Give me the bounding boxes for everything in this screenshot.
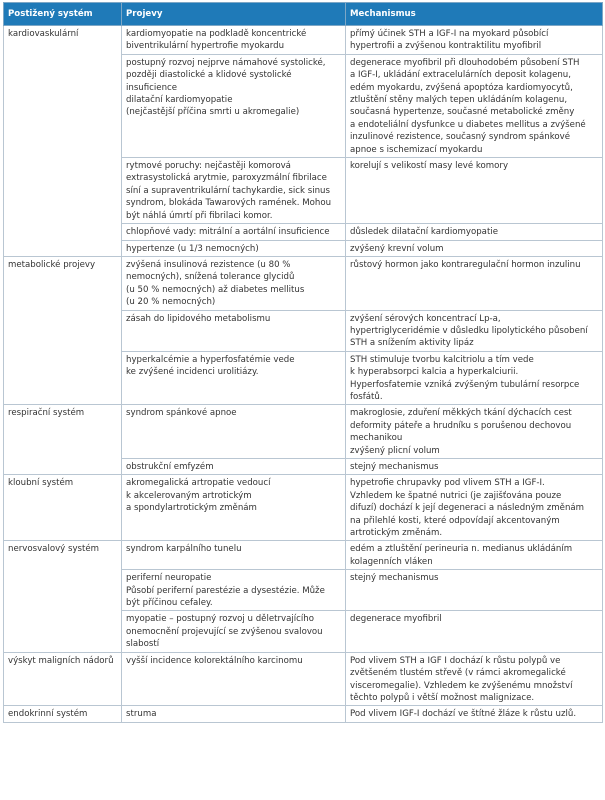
table-container [3, 2, 602, 723]
table-body [4, 26, 603, 723]
table-row [4, 256, 603, 310]
system-cell: kloubní systém [4, 475, 122, 541]
projevy-cell: kardiomyopatie na podkladě koncentrické biventrikulární hypertrofie myokardu [122, 26, 346, 55]
table-row [4, 706, 603, 722]
system-cell: kardiovaskulární [4, 26, 122, 257]
mechanismus-cell: důsledek dilatační kardiomyopatie [346, 224, 603, 240]
projevy-cell: hyperkalcémie a hyperfosfatémie vede ke zvýšené incidenci urolitiázy. [122, 351, 346, 405]
table-header [4, 3, 603, 26]
projevy-cell: syndrom spánkové apnoe [122, 405, 346, 459]
projevy-cell: hypertenze (u 1/3 nemocných) [122, 240, 346, 256]
projevy-cell: zásah do lipidového metabolismu [122, 310, 346, 351]
projevy-cell: vyšší incidence kolorektálního karcinomu [122, 652, 346, 706]
projevy-cell: zvýšená insulinová rezistence (u 80 % nemocných), snížená tolerance glycidů (u 50 % nemocných) až diabetes mellitus (u 20 % nemocných) [122, 256, 346, 310]
system-cell: výskyt maligních nádorů [4, 652, 122, 706]
header-row [4, 3, 603, 26]
mechanismus-cell: degenerace myofibril [346, 611, 603, 652]
mechanismus-cell: hypetrofie chrupavky pod vlivem STH a IGF-I. Vzhledem ke špatné nutrici (je zajišťována pouze difuzí) dochází k její degeneraci a následným změnám na přilehlé kosti, které odpovídají akcentovaným artrotickým změnám. [346, 475, 603, 541]
projevy-cell: myopatie – postupný rozvoj u děletrvajícího onemocnění projevující se zvýšenou svalovou slabostí [122, 611, 346, 652]
mechanismus-cell: STH stimuluje tvorbu kalcitriolu a tím vede k hyperabsorpci kalcia a hyperkalciurii. Hyperfosfatemie vzniká zvýšeným tubulární resorpce fosfátů. [346, 351, 603, 405]
table-row [4, 475, 603, 541]
system-cell: nervosvalový systém [4, 541, 122, 652]
mechanismus-cell: zvýšený krevní volum [346, 240, 603, 256]
header-postizeny-system: Postižený systém [4, 3, 122, 26]
mechanismus-cell: Pod vlivem STH a IGF I dochází k růstu polypů ve zvětšeném tlustém střevě (v rámci akromegalické visceromegalie). Vzhledem ke zvýšenému množství těchto polypů i větší možnost malignizace. [346, 652, 603, 706]
system-cell: respirační systém [4, 405, 122, 475]
table-row [4, 652, 603, 706]
system-cell: metabolické projevy [4, 256, 122, 404]
system-cell: endokrinní systém [4, 706, 122, 722]
table-row [4, 541, 603, 570]
mechanismus-cell: stejný mechanismus [346, 459, 603, 475]
mechanismus-cell: edém a ztluštění perineuria n. medianus ukládáním kolagenních vláken [346, 541, 603, 570]
mechanismus-cell: přímý účinek STH a IGF-I na myokard působící hypertrofii a zvýšenou kontraktilitu myofibril [346, 26, 603, 55]
projevy-cell: chlopňové vady: mitrální a aortální insuficience [122, 224, 346, 240]
projevy-cell: postupný rozvoj nejprve námahové systolické, později diastolické a klidové systolické insuficience dilatační kardiomyopatie (nejčastější příčina smrti u akromegalie) [122, 54, 346, 157]
mechanismus-cell: růstový hormon jako kontraregulační hormon inzulinu [346, 256, 603, 310]
mechanismus-cell: Pod vlivem IGF-I dochází ve štítné žláze k růstu uzlů. [346, 706, 603, 722]
symptoms-table [3, 2, 603, 723]
mechanismus-cell: makroglosie, zduření měkkých tkání dýchacích cest deformity páteře a hrudníku s porušenou dechovou mechanikou zvýšený plicní volum [346, 405, 603, 459]
header-mechanismus: Mechanismus [346, 3, 603, 26]
projevy-cell: akromegalická artropatie vedoucí k akcelerovaným artrotickým a spondylartrotickým změnám [122, 475, 346, 541]
projevy-cell: rytmové poruchy: nejčastěji komorová extrasystolická arytmie, paroxyzmální fibrilace síní a supraventrikulární tachykardie, sick sinus syndrom, blokáda Tawarových ramének. Mohou být náhlá úmrtí při fibrilaci komor. [122, 158, 346, 224]
mechanismus-cell: korelují s velikostí masy levé komory [346, 158, 603, 224]
projevy-cell: syndrom karpálního tunelu [122, 541, 346, 570]
projevy-cell: obstrukční emfyzém [122, 459, 346, 475]
header-projevy: Projevy [122, 3, 346, 26]
projevy-cell: periferní neuropatie Působí periferní parestézie a dysestézie. Může být příčinou cefaley. [122, 570, 346, 611]
mechanismus-cell: stejný mechanismus [346, 570, 603, 611]
projevy-cell: struma [122, 706, 346, 722]
mechanismus-cell: zvýšení sérových koncentrací Lp-a, hypertriglyceridémie v důsledku lipolytického působení STH a snížením aktivity lipáz [346, 310, 603, 351]
table-row [4, 405, 603, 459]
mechanismus-cell: degenerace myofibril při dlouhodobém působení STH a IGF-I, ukládání extracelulárních deposit kolagenu, edém myokardu, zvýšená apoptóza kardiomyocytů, ztluštění stěny malých tepen ukládáním kolagenu, současná hypertenze, současné metabolické změny a endoteliální dysfunkce u diabetes mellitus a zvýšené inzulinové rezistence, současný syndrom spánkové apnoe s ischemizací myokardu [346, 54, 603, 157]
table-row [4, 26, 603, 55]
